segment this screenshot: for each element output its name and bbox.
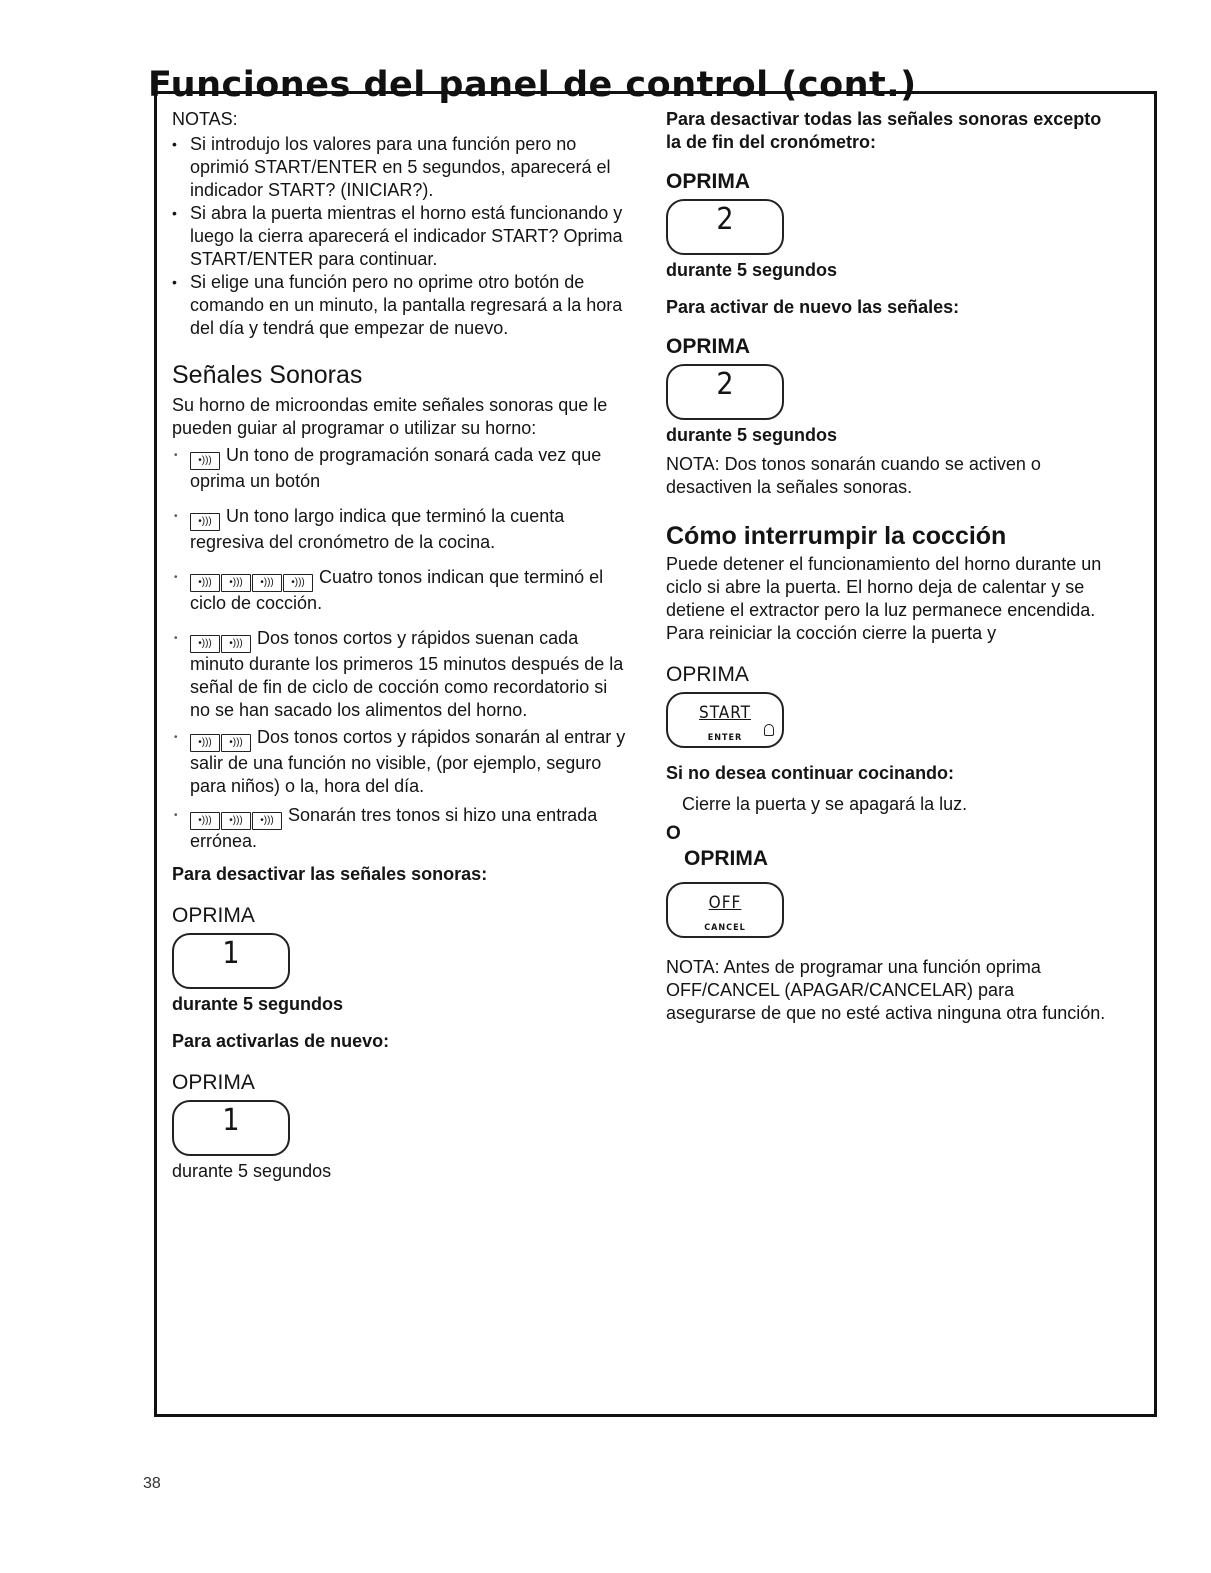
beep-icon: •)))	[190, 574, 220, 592]
beep-icon: •)))	[221, 635, 251, 653]
beep-icon: •)))	[221, 734, 251, 752]
beep-icon: •)))	[190, 635, 220, 653]
right-column	[666, 108, 1106, 1025]
beep-icon: •)))	[252, 812, 282, 830]
no-continue-heading: Si no desea continuar cocinando:	[666, 763, 955, 783]
cancel-key-label: CANCEL	[704, 923, 746, 933]
press-label: OPRIMA	[666, 170, 750, 193]
tone-text: Dos tonos cortos y rápidos suenan cada minuto durante los primeros 15 minutos después de la señal de fin de ciclo de cocción como recordatorio si no se han sacado los alimentos del horno.	[190, 628, 624, 720]
duration-text: durante 5 segundos	[666, 425, 838, 445]
beep-icon: •)))	[252, 574, 282, 592]
start-key-label: START	[699, 703, 751, 723]
reenable-signals-heading: Para activar de nuevo las señales:	[666, 297, 960, 317]
tone-text: Cuatro tonos indican que terminó el ciclo de cocción.	[190, 567, 604, 613]
tone-item	[172, 726, 632, 798]
beep-icon: •)))	[190, 452, 220, 470]
beep-icon: •)))	[190, 513, 220, 531]
press-label: OPRIMA	[172, 1071, 255, 1094]
tone-text: Un tono largo indica que terminó la cuenta regresiva del cronómetro de la cocina.	[190, 506, 565, 552]
tone-text: Dos tonos cortos y rápidos sonarán al entrar y salir de una función no visible, (por ejemplo, seguro para niños) o la, hora del día.	[190, 727, 626, 796]
left-column	[172, 108, 632, 1183]
start-enter-button[interactable]	[666, 692, 784, 748]
duration-text: durante 5 segundos	[172, 1161, 332, 1181]
duration-text: durante 5 segundos	[172, 994, 344, 1014]
beep-icon: •)))	[221, 574, 251, 592]
note-item: • Si abra la puerta mientras el horno está funcionando y luego la cierra aparecerá el indicador START? Oprima START/ENTER para continuar.	[172, 202, 632, 271]
page-title: Funciones del panel de control (cont.)	[148, 65, 917, 106]
notes-title: NOTAS:	[172, 109, 238, 129]
reenable-beeps-heading: Para activarlas de nuevo:	[172, 1031, 390, 1051]
tone-list	[172, 444, 632, 853]
notes-list	[172, 133, 632, 340]
tones-note: NOTA: Dos tonos sonarán cuando se activen o desactiven la señales sonoras.	[666, 454, 1041, 497]
press-label: OPRIMA	[666, 663, 749, 686]
key-2-button[interactable]	[666, 364, 784, 420]
beep-signals-heading: Señales Sonoras	[172, 361, 363, 389]
final-note: NOTA: Antes de programar una función oprima OFF/CANCEL (APAGAR/CANCELAR) para asegurarse de que no esté activa ninguna otra función.	[666, 957, 1106, 1023]
off-cancel-button[interactable]	[666, 882, 784, 938]
or-label: O	[666, 823, 681, 844]
press-label: OPRIMA	[684, 847, 768, 870]
key-1-button[interactable]	[172, 1100, 290, 1156]
press-label: OPRIMA	[172, 904, 255, 927]
key-2-label: 2	[716, 202, 734, 237]
key-1-label: 1	[222, 1103, 240, 1138]
beep-icon: •)))	[190, 812, 220, 830]
key-2-button[interactable]	[666, 199, 784, 255]
close-door-text: Cierre la puerta y se apagará la luz.	[682, 794, 968, 814]
tone-text: Sonarán tres tonos si hizo una entrada errónea.	[190, 805, 598, 851]
tone-item	[172, 804, 632, 853]
note-item: • Si elige una función pero no oprime otro botón de comando en un minuto, la pantalla regresará a la hora del día y tendrá que empezar de nuevo.	[172, 271, 632, 340]
off-key-label: OFF	[708, 893, 742, 913]
tone-item	[172, 444, 632, 493]
tone-item	[172, 505, 632, 554]
enter-key-label: ENTER	[707, 733, 743, 743]
disable-beeps-heading: Para desactivar las señales sonoras:	[172, 864, 488, 884]
page-number: 38	[143, 1475, 161, 1492]
beep-icon: •)))	[190, 734, 220, 752]
lock-icon	[764, 724, 774, 736]
key-1-label: 1	[222, 936, 240, 971]
beep-icon: •)))	[221, 812, 251, 830]
disable-all-heading: Para desactivar todas las señales sonoras excepto la de fin del cronómetro:	[666, 109, 1102, 152]
note-item: • Si introdujo los valores para una función pero no oprimió START/ENTER en 5 segundos, aparecerá el indicador START? (INICIAR?).	[172, 133, 632, 202]
key-1-button[interactable]	[172, 933, 290, 989]
beep-icon: •)))	[283, 574, 313, 592]
beep-intro: Su horno de microondas emite señales sonoras que le pueden guiar al programar o utilizar su horno:	[172, 395, 608, 438]
key-2-label: 2	[716, 367, 734, 402]
duration-text: durante 5 segundos	[666, 260, 838, 280]
tone-text: Un tono de programación sonará cada vez que oprima un botón	[190, 445, 602, 491]
interrupt-text: Puede detener el funcionamiento del horno durante un ciclo si abre la puerta. El horno deja de calentar y se detiene el extractor pero la luz permanece encendida. Para reiniciar la cocción cierre la puerta y	[666, 554, 1102, 643]
interrupt-cooking-heading: Cómo interrumpir la cocción	[666, 522, 1007, 550]
tone-item	[172, 627, 632, 722]
tone-item	[172, 566, 632, 615]
press-label: OPRIMA	[666, 335, 750, 358]
